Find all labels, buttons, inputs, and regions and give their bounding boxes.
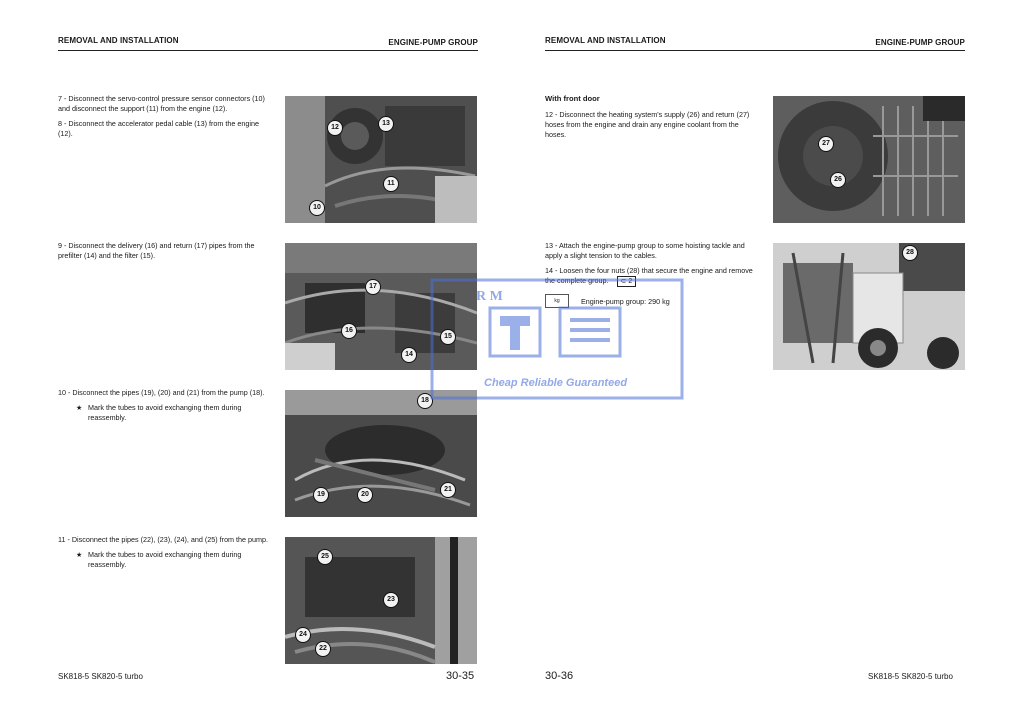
callout-18: 18 xyxy=(417,393,433,409)
step-7: 7 - Disconnect the servo-control pressure sensor connectors (10) and disconnect the support (11) from the engine (12). xyxy=(58,94,265,113)
watermark-tagline: Cheap Reliable Guaranteed xyxy=(484,377,628,389)
step-13: 13 - Attach the engine-pump group to some hoisting tackle and apply a slight tension to the cables. xyxy=(545,241,745,260)
step-12: 12 - Disconnect the heating system's supply (26) and return (27) hoses from the engine and drain any engine coolant from the hoses. xyxy=(545,110,750,139)
engine-photo-6 xyxy=(773,243,965,370)
callout-12: 12 xyxy=(327,120,343,136)
left-page-number: 30-35 xyxy=(446,670,475,682)
right-page-number: 30-36 xyxy=(545,670,574,682)
step-8: 8 - Disconnect the accelerator pedal cable (13) from the engine (12). xyxy=(58,119,259,138)
steps-block-6 xyxy=(545,241,757,292)
callout-27: 27 xyxy=(818,136,834,152)
watermark-letters: R M xyxy=(476,289,503,304)
callout-25: 25 xyxy=(317,549,333,565)
engine-photo-4 xyxy=(285,537,477,664)
steps-block-5 xyxy=(545,110,757,145)
callout-21: 21 xyxy=(440,482,456,498)
right-footer-model: SK818-5 SK820-5 turbo xyxy=(868,672,953,681)
steps-block-3 xyxy=(58,388,270,423)
left-header-title: REMOVAL AND INSTALLATION xyxy=(58,36,179,45)
engine-photo-3 xyxy=(285,390,477,517)
callout-26: 26 xyxy=(830,172,846,188)
step-11-note: ★ Mark the tubes to avoid exchanging them during reassembly. xyxy=(76,550,242,569)
reference-box: ⊂ 2 xyxy=(617,276,637,287)
callout-13: 13 xyxy=(378,116,394,132)
engine-photo-2 xyxy=(285,243,477,370)
weight-spec xyxy=(545,294,670,308)
step-10-note: ★ Mark the tubes to avoid exchanging them during reassembly. xyxy=(76,403,242,422)
left-footer-model: SK818-5 SK820-5 turbo xyxy=(58,672,143,681)
step-10: 10 - Disconnect the pipes (19), (20) and (21) from the pump (18). xyxy=(58,388,265,397)
steps-block-4 xyxy=(58,535,270,570)
engine-photo-1 xyxy=(285,96,477,223)
callout-11: 11 xyxy=(383,176,399,192)
callout-28: 28 xyxy=(902,245,918,261)
left-header-section: ENGINE-PUMP GROUP xyxy=(388,38,478,47)
right-page xyxy=(511,0,1022,724)
callout-14: 14 xyxy=(401,347,417,363)
right-page-header xyxy=(545,36,965,51)
callout-19: 19 xyxy=(313,487,329,503)
engine-photo-5 xyxy=(773,96,965,223)
right-header-title: REMOVAL AND INSTALLATION xyxy=(545,36,666,45)
callout-16: 16 xyxy=(341,323,357,339)
callout-23: 23 xyxy=(383,592,399,608)
callout-10: 10 xyxy=(309,200,325,216)
step-11: 11 - Disconnect the pipes (22), (23), (24), and (25) from the pump. xyxy=(58,535,269,544)
subheading: With front door xyxy=(545,94,600,103)
callout-24: 24 xyxy=(295,627,311,643)
steps-block-1 xyxy=(58,94,270,144)
weight-icon: kg xyxy=(545,294,569,308)
step-9: 9 - Disconnect the delivery (16) and return (17) pipes from the prefilter (14) and the filter (15). xyxy=(58,241,255,260)
steps-block-2 xyxy=(58,241,270,266)
callout-15: 15 xyxy=(440,329,456,345)
left-page-header xyxy=(58,36,478,51)
callout-17: 17 xyxy=(365,279,381,295)
callout-22: 22 xyxy=(315,641,331,657)
callout-20: 20 xyxy=(357,487,373,503)
weight-text: Engine-pump group: 290 kg xyxy=(581,296,670,306)
right-header-section: ENGINE-PUMP GROUP xyxy=(875,38,965,47)
step-14: 14 - Loosen the four nuts (28) that secure the engine and remove the complete group. ⊂ 2 xyxy=(545,266,753,285)
